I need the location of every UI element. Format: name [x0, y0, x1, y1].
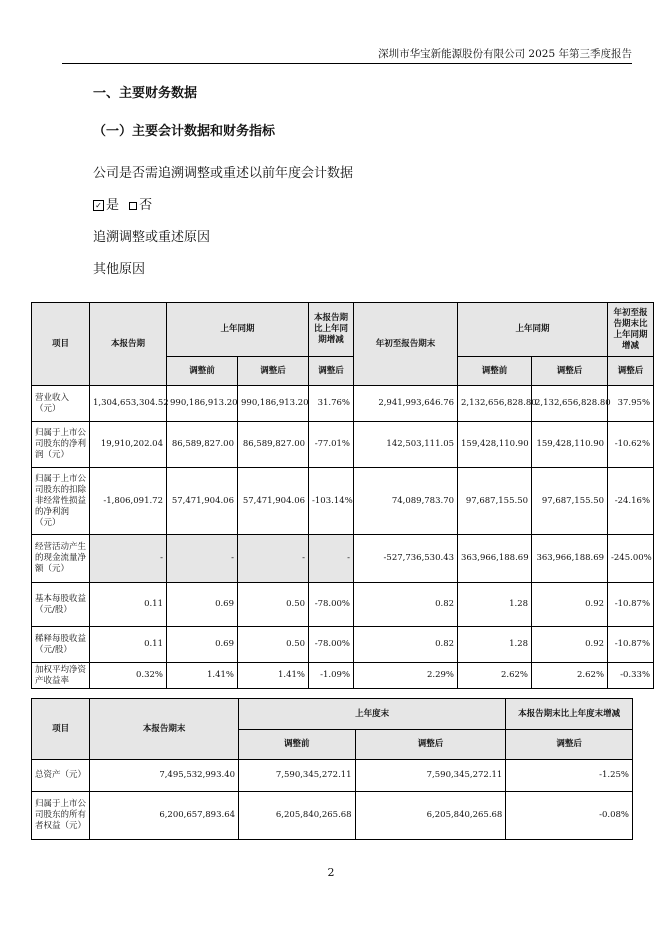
table-cell: 7,590,345,272.11: [239, 760, 356, 792]
row-label: 归属于上市公司股东的所有者权益（元）: [32, 792, 90, 840]
reason-text: 其他原因: [93, 262, 146, 277]
table-cell: 990,186,913.20: [167, 386, 238, 422]
restatement-answer: [93, 194, 152, 213]
restatement-question: 公司是否需追溯调整或重述以前年度会计数据: [93, 166, 354, 181]
table-cell: -77.01%: [309, 422, 354, 468]
header-prior: 上年同期: [167, 303, 309, 357]
checked-checkbox-icon: ✓: [93, 200, 104, 211]
header-current: 本报告期: [90, 303, 167, 386]
header-before-ytd: 调整前: [458, 357, 532, 386]
table-cell: 2,941,993,646.76: [354, 386, 458, 422]
table-row: [32, 386, 654, 422]
row-label: 归属于上市公司股东的扣除非经常性损益的净利润（元）: [32, 468, 90, 535]
table-cell: 142,503,111.05: [354, 422, 458, 468]
header-change: 本报告期比上年同期增减: [309, 303, 354, 357]
table-cell: -78.00%: [309, 627, 354, 663]
table-cell: 1,304,653,304.52: [90, 386, 167, 422]
table-cell: -245.00%: [608, 535, 654, 583]
reason-title: 追溯调整或重述原因: [93, 230, 211, 245]
table-cell: 2.62%: [532, 663, 608, 689]
table-cell: 86,589,827.00: [238, 422, 309, 468]
table-cell: 6,200,657,893.64: [90, 792, 239, 840]
table-cell: 1.41%: [238, 663, 309, 689]
table-cell: 0.92: [532, 627, 608, 663]
table-cell: 159,428,110.90: [532, 422, 608, 468]
table-cell: 7,590,345,272.11: [355, 760, 506, 792]
table-cell: -10.87%: [608, 627, 654, 663]
table-cell: 0.82: [354, 627, 458, 663]
table-cell: 31.76%: [309, 386, 354, 422]
t2-header-prior-year-end: 上年度末: [239, 699, 506, 730]
table-row: [32, 422, 654, 468]
table-cell: -: [309, 535, 354, 583]
header-after-ytd-change: 调整后: [608, 357, 654, 386]
table-cell: 0.50: [238, 583, 309, 627]
table-cell: 6,205,840,265.68: [239, 792, 356, 840]
table-cell: 57,471,904.06: [238, 468, 309, 535]
table-cell: 74,089,783.70: [354, 468, 458, 535]
table-cell: 97,687,155.50: [532, 468, 608, 535]
table-row: [32, 792, 633, 840]
row-label: 归属于上市公司股东的净利润（元）: [32, 422, 90, 468]
row-label: 基本每股收益（元/股）: [32, 583, 90, 627]
table-cell: 7,495,532,993.40: [90, 760, 239, 792]
table-row: [32, 583, 654, 627]
financial-table: [31, 302, 654, 689]
table-cell: 1.41%: [167, 663, 238, 689]
table-cell: 1.28: [458, 583, 532, 627]
table-cell: -10.62%: [608, 422, 654, 468]
header-ytd-change: 年初至报告期末比上年同期增减: [608, 303, 654, 357]
table-cell: -0.08%: [506, 792, 633, 840]
table-cell: -103.14%: [309, 468, 354, 535]
page-header: 深圳市华宝新能源股份有限公司 2025 年第三季度报告: [378, 48, 632, 60]
t2-header-after: 调整后: [355, 730, 506, 760]
table-cell: 0.69: [167, 583, 238, 627]
header-ytd-prior: 上年同期: [458, 303, 608, 357]
table-cell: 990,186,913.20: [238, 386, 309, 422]
row-label: 加权平均净资产收益率: [32, 663, 90, 689]
table-cell: 0.11: [90, 583, 167, 627]
page-number: 2: [327, 866, 335, 879]
no-label: 否: [139, 198, 153, 213]
balance-table: [31, 698, 633, 840]
table-cell: 2,132,656,828.80: [532, 386, 608, 422]
t2-header-after-change: 调整后: [506, 730, 633, 760]
table-cell: 2,132,656,828.80: [458, 386, 532, 422]
table-cell: 2.29%: [354, 663, 458, 689]
header-after: 调整后: [238, 357, 309, 386]
table-cell: -: [238, 535, 309, 583]
table-row: [32, 760, 633, 792]
table-cell: -24.16%: [608, 468, 654, 535]
table-cell: 37.95%: [608, 386, 654, 422]
table-row: [32, 663, 654, 689]
table-cell: 2.62%: [458, 663, 532, 689]
table-cell: 0.32%: [90, 663, 167, 689]
header-rule: [62, 63, 632, 64]
table-cell: 6,205,840,265.68: [355, 792, 506, 840]
t2-header-current: 本报告期末: [90, 699, 239, 760]
table-cell: -0.33%: [608, 663, 654, 689]
table-cell: 97,687,155.50: [458, 468, 532, 535]
header-item: 项目: [32, 303, 90, 386]
unchecked-checkbox-icon: [129, 202, 137, 210]
table-cell: -: [90, 535, 167, 583]
table-row: [32, 627, 654, 663]
table-cell: -10.87%: [608, 583, 654, 627]
row-label: 营业收入（元）: [32, 386, 90, 422]
table-cell: -527,736,530.43: [354, 535, 458, 583]
header-ytd: 年初至报告期末: [354, 303, 458, 386]
row-label: 总资产（元）: [32, 760, 90, 792]
table-cell: 1.28: [458, 627, 532, 663]
table-cell: -1.25%: [506, 760, 633, 792]
table-cell: 363,966,188.69: [532, 535, 608, 583]
row-label: 经营活动产生的现金流量净额（元）: [32, 535, 90, 583]
row-label: 稀释每股收益（元/股）: [32, 627, 90, 663]
header-before: 调整前: [167, 357, 238, 386]
table-cell: 19,910,202.04: [90, 422, 167, 468]
table-cell: 159,428,110.90: [458, 422, 532, 468]
table-row: [32, 468, 654, 535]
t2-header-item: 项目: [32, 699, 90, 760]
table-cell: 0.82: [354, 583, 458, 627]
table-cell: -78.00%: [309, 583, 354, 627]
header-after-ytd: 调整后: [532, 357, 608, 386]
table-row: [32, 535, 654, 583]
table-cell: 0.50: [238, 627, 309, 663]
table-cell: 0.11: [90, 627, 167, 663]
table-cell: -: [167, 535, 238, 583]
table-cell: 86,589,827.00: [167, 422, 238, 468]
table-cell: 0.69: [167, 627, 238, 663]
subsection-title: （一）主要会计数据和财务指标: [93, 124, 276, 139]
header-after-change: 调整后: [309, 357, 354, 386]
section-title: 一、主要财务数据: [93, 86, 198, 101]
t2-header-before: 调整前: [239, 730, 356, 760]
yes-label: 是: [106, 198, 120, 213]
t2-header-change: 本报告期末比上年度末增减: [506, 699, 633, 730]
table-cell: 0.92: [532, 583, 608, 627]
table-cell: 363,966,188.69: [458, 535, 532, 583]
table-cell: 57,471,904.06: [167, 468, 238, 535]
table-cell: -1.09%: [309, 663, 354, 689]
table-cell: -1,806,091.72: [90, 468, 167, 535]
